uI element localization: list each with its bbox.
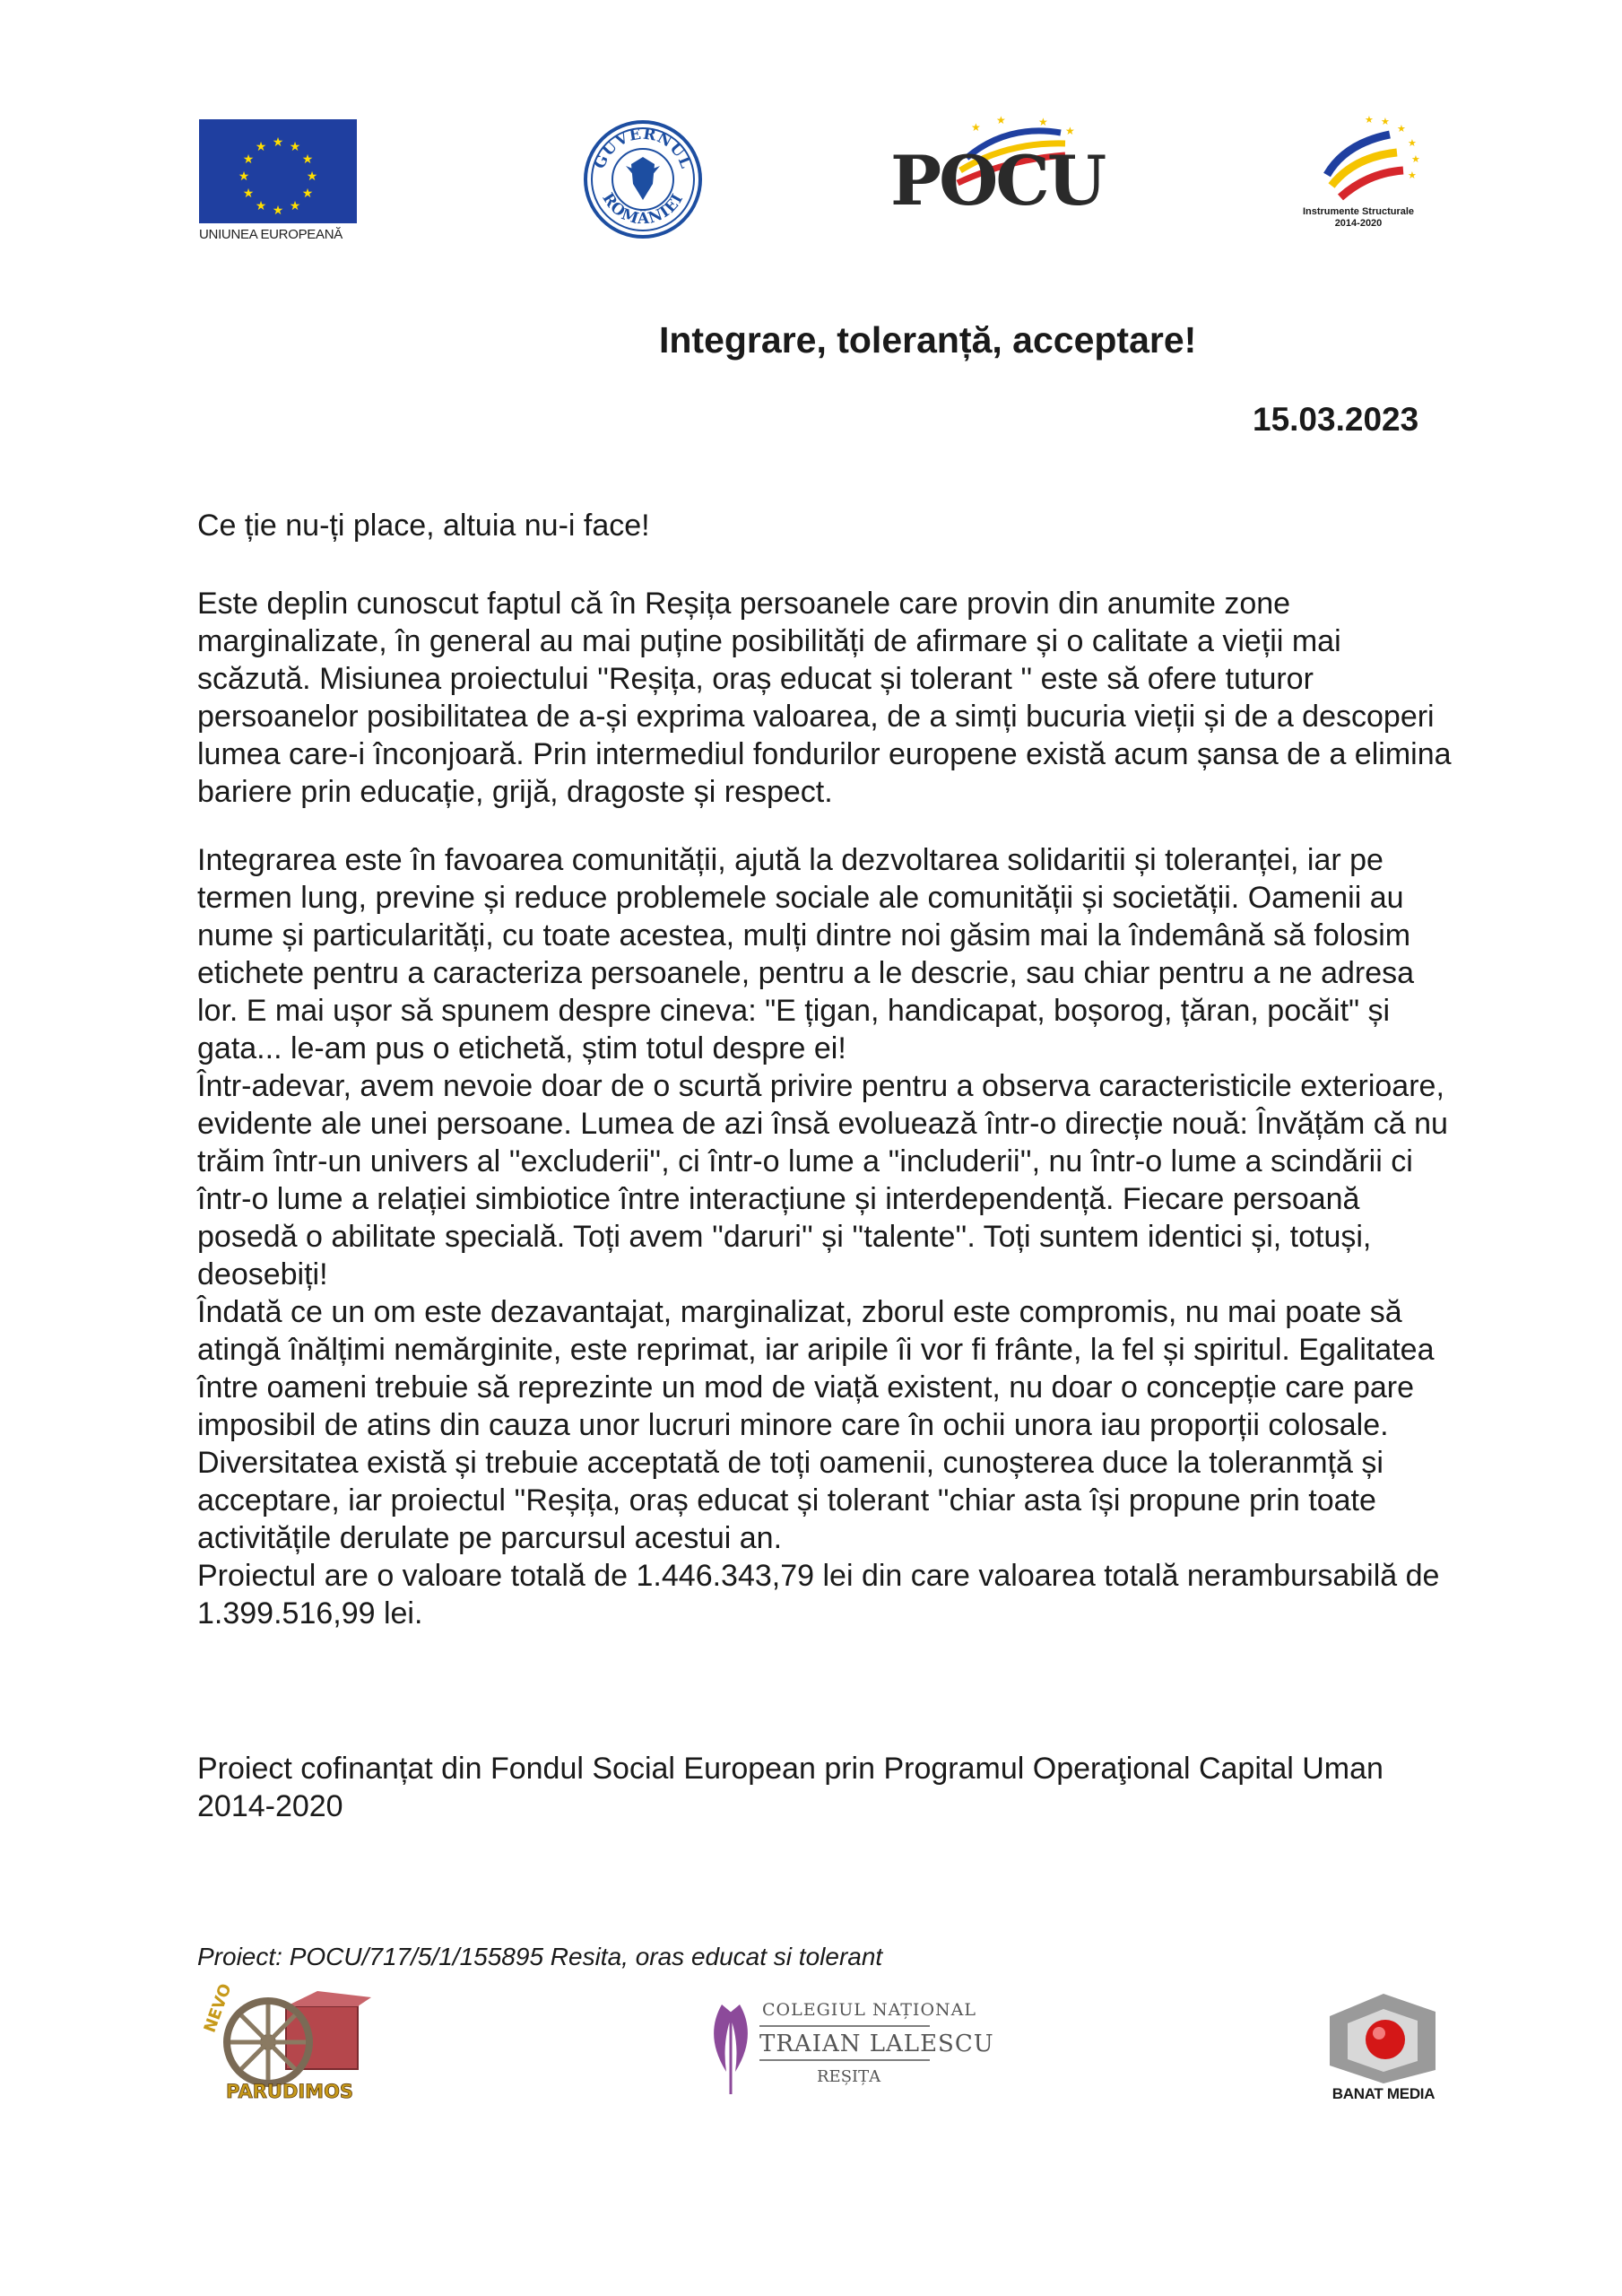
document-date: 15.03.2023 xyxy=(1253,401,1419,438)
svg-text:★: ★ xyxy=(242,152,255,167)
svg-text:★: ★ xyxy=(242,187,255,201)
svg-text:★: ★ xyxy=(1408,137,1417,149)
eu-caption: UNIUNEA EUROPEANĂ xyxy=(199,227,343,242)
parudimos-text: PARUDIMOS xyxy=(226,2081,354,2102)
nevo-text: NEVO xyxy=(200,1980,236,2036)
svg-text:★: ★ xyxy=(272,204,284,218)
project-reference: Proiect: POCU/717/5/1/155895 Resita, oras educat si tolerant xyxy=(197,1943,883,1970)
svg-text:★: ★ xyxy=(272,135,284,150)
svg-text:★: ★ xyxy=(301,152,314,167)
svg-text:★: ★ xyxy=(1411,153,1420,165)
svg-text:★: ★ xyxy=(1065,125,1075,137)
eu-flag-icon xyxy=(199,119,357,223)
svg-text:★: ★ xyxy=(1038,116,1048,128)
structural-instruments-logo xyxy=(1291,112,1426,238)
pocu-text: POCU xyxy=(890,141,1105,221)
svg-text:★: ★ xyxy=(1381,116,1390,127)
structural-instruments-caption xyxy=(1291,206,1426,230)
svg-text:★: ★ xyxy=(255,140,267,154)
motto-line: Ce ție nu-ți place, altuia nu-i face! xyxy=(197,509,650,543)
structural-instruments-line1: Instrumente Structurale xyxy=(1302,206,1415,217)
pocu-logo xyxy=(881,115,1115,222)
svg-text:★: ★ xyxy=(238,170,250,184)
svg-text:★: ★ xyxy=(255,199,267,213)
banat-media-logo xyxy=(1321,1989,1446,2106)
gov-seal-bottom-text: ROMÂNIEI xyxy=(598,189,688,229)
structural-instruments-line2: 2014-2020 xyxy=(1334,218,1383,229)
colegiul-lalescu-logo xyxy=(695,1987,994,2099)
svg-text:★: ★ xyxy=(971,121,981,134)
lalescu-line2: TRAIAN LALESCU xyxy=(759,2031,994,2057)
svg-text:★: ★ xyxy=(289,140,301,154)
paragraph-intro: Este deplin cunoscut faptul că în Reșița persoanele care provin din anumite zone marginalizate, în general au mai puține posibilități de afirmare și o calitate a vieții mai scăzută. Misiunea proiectului ''Reșița, oraș educat și tolerant '' este să ofere tuturor persoanelor posibilitatea de a-și exprima valoarea, de a simți bucuria vieții și de a descoperi lumea care-i înconjoară. Prin intermediul fondurilor europene există acum șansa de a elimina bariere prin educație, grijă, dragoste și respect. xyxy=(197,587,1452,809)
svg-text:★: ★ xyxy=(1397,123,1406,135)
government-seal-logo xyxy=(583,119,703,239)
paragraph-cofinancing: Proiect cofinanțat din Fondul Social European prin Programul Operaţional Capital Uman 2014-2020 xyxy=(197,1752,1383,1823)
banat-media-caption: BANAT MEDIA xyxy=(1331,2085,1436,2102)
svg-text:★: ★ xyxy=(306,170,318,184)
nevo-parudimos-logo xyxy=(200,1980,371,2103)
document-title: Integrare, toleranță, acceptare! xyxy=(659,319,1197,361)
gov-seal-top-text: GUVERNUL xyxy=(590,125,696,172)
paragraph-integration: Integrarea este în favoarea comunității, ajută la dezvoltarea solidaritii și toleranței, iar pe termen lung, previne și reduce problemele sociale ale comunității și societății. Oamenii au nume și particularități, cu toate acestea, mulți dintre noi găsim mai la îndemână să folosim etichete pentru a caracteriza persoanele, pentru a le descrie, sau chiar pentru a ne adresa lor. E mai ușor să spunem despre cineva: "E țigan, handicapat, boșorog, țăran, pocăit" și gata... le-am pus o etichetă, știm totul despre ei! Într-adevar, avem nevoie doar de o scurtă privire pentru a observa caracteristicile exterioare, evidente ale unei persoane. Lumea de azi însă evoluează într-o direcție nouă: Învățăm că nu trăim într-un univers al ''excluderii'', ci într-o lume a ''includerii'', nu într-o lume a scindării ci într-o lume a relației simbiotice între interacțiune și interdependență. Fiecare persoană posedă o abilitate specială. Toți avem ''daruri'' și ''talente''. Toți suntem identici și, totuși, deosebiți! Îndată ce un om este dezavantajat, marginalizat, zborul este compromis, nu mai poate să atingă înălțimi nemărginite, este reprimat, iar aripile îi vor fi frânte, la fel și spiritul. Egalitatea între oameni trebuie să reprezinte un mod de viață existent, nu doar o concepție care pare imposibil de atins din cauza unor lucruri minore care în ochii unora iau proporții colosale. Diversitatea există și trebuie acceptată de toți oamenii, cunoșterea duce la toleranmță și acceptare, iar proiectul ''Reșița, oraș educat și tolerant ''chiar asta își propune prin toate activitățile derulate pe parcursul acestui an. Proiectul are o valoare totală de 1.446.343,79 lei din care valoarea totală nerambursabilă de 1.399.516,99 lei. xyxy=(197,843,1448,1631)
svg-text:★: ★ xyxy=(289,199,301,213)
lalescu-line3: REȘIȚA xyxy=(817,2067,881,2086)
svg-text:★: ★ xyxy=(1365,114,1374,126)
svg-text:★: ★ xyxy=(1408,170,1417,181)
svg-text:★: ★ xyxy=(996,114,1006,126)
lalescu-line1: COLEGIUL NAȚIONAL xyxy=(762,2000,976,2020)
svg-text:★: ★ xyxy=(301,187,314,201)
eu-logo xyxy=(199,119,360,242)
